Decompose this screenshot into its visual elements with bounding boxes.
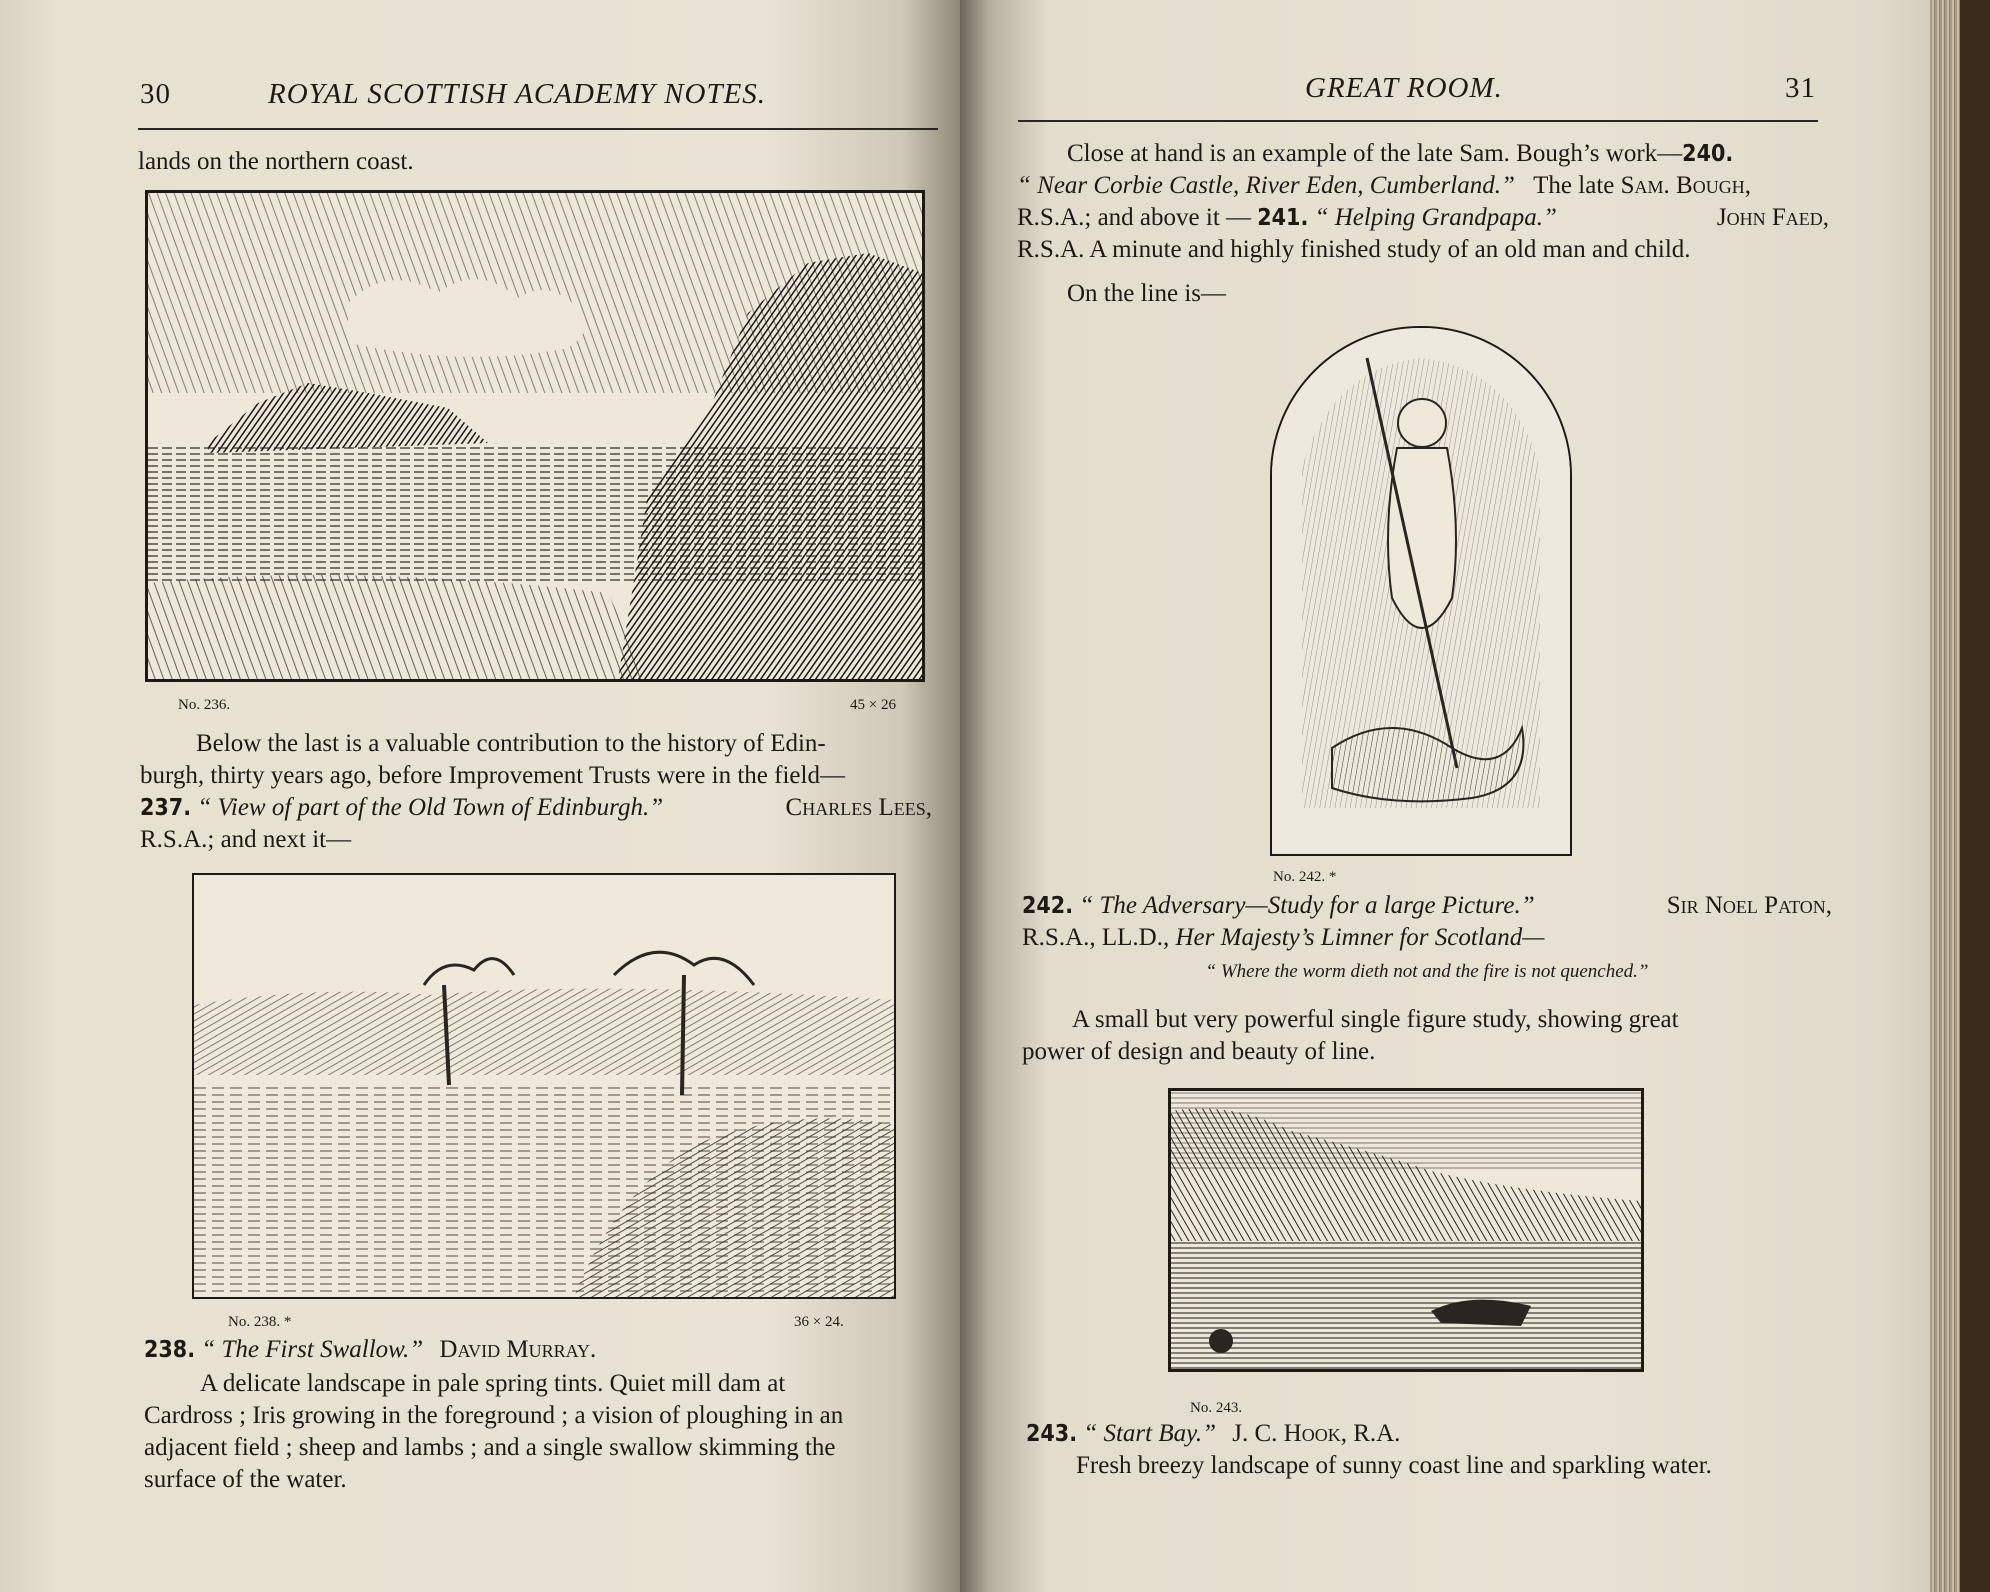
para-237-line-4: R.S.A.; and next it— (140, 826, 352, 853)
para-237-line-1: Below the last is a valuable contribution to the history of Edin- (196, 730, 826, 757)
entry-237-artist: Charles Lees, (785, 794, 932, 821)
para-240-line-3 (1017, 202, 1829, 234)
para-237-line-2: burgh, thirty years ago, before Improvement Trusts were in the field— (140, 762, 845, 789)
mill-dam-landscape-engraving (194, 875, 894, 1297)
start-bay-engraving (1171, 1091, 1641, 1369)
entry-243-artist: J. C. Hook, R.A. (1232, 1420, 1401, 1447)
entry-242-line-2 (1022, 922, 1832, 954)
para-238-line-3: adjacent field ; sheep and lambs ; and a single swallow skimming the (144, 1434, 836, 1461)
page-edges (1930, 0, 1960, 1592)
entry-237-number: 237. (140, 795, 192, 821)
para-242-line-2: power of design and beauty of line. (1022, 1038, 1376, 1065)
entry-238-line (144, 1334, 944, 1366)
entry-242 (1022, 890, 1832, 1068)
header-rule (138, 128, 938, 130)
entry-242-number: 242. (1022, 893, 1074, 919)
entry-243-number: 243. (1026, 1421, 1078, 1447)
paragraph-237 (140, 728, 940, 856)
entry-241-title: “ Helping Grandpapa.” (1314, 204, 1557, 231)
running-head: GREAT ROOM. (1305, 72, 1503, 104)
entry-238 (144, 1334, 944, 1496)
para-238-line-1: A delicate landscape in pale spring tints. Quiet mill dam at (200, 1370, 786, 1397)
figure-238-number: No. 238. * (228, 1314, 292, 1330)
entry-241-artist: John Faed, (1716, 204, 1829, 231)
figure-236-number: No. 236. (178, 697, 231, 713)
illustration-242 (1270, 326, 1572, 856)
para-240-text: Close at hand is an example of the late Sam. Bough’s work— (1067, 140, 1683, 167)
entry-243-title: “ Start Bay.” (1083, 1420, 1216, 1447)
para-238-line-2: Cardross ; Iris growing in the foreground ; a vision of ploughing in an (144, 1402, 844, 1429)
right-page (960, 0, 1960, 1592)
entry-242-artist: Sir Noel Paton, (1666, 892, 1832, 919)
entry-242-limner: Her Majesty’s Limner for Scotland— (1175, 924, 1545, 951)
illustration-243 (1168, 1088, 1644, 1372)
intro-line: lands on the northern coast. (138, 148, 414, 175)
illustration-236 (145, 190, 925, 682)
entry-240-number: 240. (1682, 141, 1734, 167)
entry-237-title: “ View of part of the Old Town of Edinburgh.” (197, 794, 664, 821)
para-240-line-2 (1017, 170, 1829, 202)
entry-238-number: 238. (144, 1337, 196, 1363)
on-the-line: On the line is— (1067, 280, 1227, 307)
running-head: ROYAL SCOTTISH ACADEMY NOTES. (268, 78, 767, 110)
page-number: 31 (1785, 72, 1816, 104)
header-rule (1018, 120, 1818, 122)
entry-242-title: “ The Adversary—Study for a large Picture.” (1079, 892, 1535, 919)
entry-238-title: “ The First Swallow.” (201, 1336, 424, 1363)
para-237-line-3 (140, 792, 940, 824)
figure-242-number: No. 242. * (1273, 869, 1337, 885)
adversary-figure-engraving (1272, 328, 1570, 854)
figure-236-size: 45 × 26 (850, 697, 896, 713)
para-240-line-1 (1017, 138, 1829, 170)
para-243: Fresh breezy landscape of sunny coast line and sparkling water. (1076, 1452, 1712, 1479)
para-240-line-4: R.S.A. A minute and highly finished study of an old man and child. (1017, 236, 1691, 263)
paragraph-240 (1017, 138, 1829, 310)
para-241-text: R.S.A.; and above it — (1017, 204, 1252, 231)
para-242-line-1: A small but very powerful single figure study, showing great (1072, 1006, 1679, 1033)
entry-242-line-1 (1022, 890, 1832, 922)
figure-243-number: No. 243. (1190, 1400, 1243, 1416)
entry-243 (1026, 1418, 1836, 1482)
left-page (0, 0, 960, 1592)
para-240-late: The late (1533, 172, 1615, 199)
entry-238-artist: David Murray. (439, 1336, 597, 1363)
illustration-238 (192, 873, 896, 1299)
para-238-line-4: surface of the water. (144, 1466, 347, 1493)
figure-238-size: 36 × 24. (794, 1314, 844, 1330)
coastal-cliff-engraving (148, 193, 922, 679)
entry-240-artist: Sam. Bough, (1620, 172, 1751, 199)
entry-242-degrees: R.S.A., LL.D., (1022, 924, 1170, 951)
entry-240-title: “ Near Corbie Castle, River Eden, Cumberland.” (1017, 172, 1515, 199)
entry-243-line (1026, 1418, 1836, 1450)
entry-242-quote: “ Where the worm dieth not and the fire is not quenched.” (1205, 961, 1649, 982)
page-number: 30 (140, 78, 171, 110)
entry-241-number: 241. (1257, 205, 1309, 231)
